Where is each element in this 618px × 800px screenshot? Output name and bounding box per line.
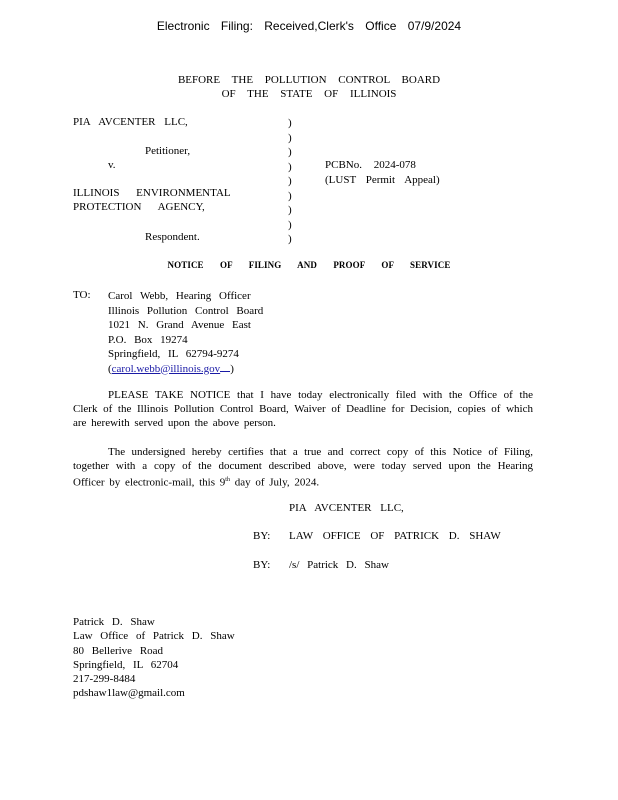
respondent-name-line2: PROTECTION AGENCY,	[73, 201, 205, 213]
board-title	[0, 73, 618, 101]
notice-paragraph-text: PLEASE TAKE NOTICE that I have today electronically filed with the Office of the Clerk of the Illinois Pollution Control Board, Waiver of Deadline for Decision, copies of which are herewith served upon the above person.	[73, 389, 533, 429]
address-line: 1021 N. Grand Avenue East	[108, 319, 251, 331]
address-line: Illinois Pollution Control Board	[108, 304, 264, 317]
board-title-line1: BEFORE THE POLLUTION CONTROL BOARD	[177, 74, 441, 86]
caption-paren: )	[288, 233, 292, 245]
by-label: BY:	[253, 530, 271, 542]
attorney-city: Springfield, IL 62704	[73, 658, 179, 671]
caption-paren: )	[288, 189, 292, 202]
to-label: TO:	[73, 289, 91, 301]
email-line	[108, 362, 263, 377]
address-line: P.O. Box 19274	[108, 333, 188, 346]
day-ordinal: th	[225, 477, 230, 483]
caption-paren: )	[288, 117, 292, 129]
caption-paren: )	[288, 175, 292, 187]
caption-paren: )	[288, 204, 292, 216]
email-close-paren: )	[230, 362, 234, 375]
filing-stamp: Electronic Filing: Received,Clerk's Office 07/9/2024	[156, 19, 462, 33]
notice-heading: NOTICE OF FILING AND PROOF OF SERVICE	[167, 260, 451, 270]
attorney-firm: Law Office of Patrick D. Shaw	[73, 630, 235, 643]
address-line: Springfield, IL 62794-9274	[108, 348, 239, 360]
versus-label: v.	[108, 159, 116, 171]
caption-paren-column	[288, 116, 292, 247]
caption-paren: )	[288, 146, 292, 158]
respondent-role: Respondent.	[145, 231, 200, 243]
attorney-phone: 217-299-8484	[73, 673, 136, 686]
address-line: Carol Webb, Hearing Officer	[108, 290, 251, 302]
caption-paren: )	[288, 131, 292, 144]
caption-paren: )	[288, 160, 292, 173]
signature-party: PIA AVCENTER LLC,	[289, 502, 404, 514]
board-title-line2: OF THE STATE OF ILLINOIS	[221, 88, 397, 100]
by-law-office: LAW OFFICE OF PATRICK D. SHAW	[289, 530, 501, 542]
email-open-paren: (	[108, 362, 112, 375]
respondent-name-line1: ILLINOIS ENVIRONMENTAL	[73, 187, 231, 199]
attorney-email: pdshaw1law@gmail.com	[73, 687, 185, 700]
attorney-street: 80 Bellerive Road	[73, 644, 164, 657]
email-underline-gap	[220, 362, 230, 372]
notice-paragraph	[73, 388, 533, 430]
caption-paren: )	[288, 218, 292, 231]
certification-paragraph	[73, 445, 533, 490]
service-address	[108, 289, 263, 376]
electronic-signature: /s/ Patrick D. Shaw	[289, 559, 389, 571]
attorney-contact	[73, 615, 235, 701]
by-label: BY:	[253, 559, 271, 571]
petitioner-role: Petitioner,	[145, 145, 191, 157]
attorney-name: Patrick D. Shaw	[73, 616, 155, 628]
petitioner-name: PIA AVCENTER LLC,	[73, 116, 188, 128]
case-type: (LUST Permit Appeal)	[325, 174, 440, 186]
case-number: PCBNo. 2024-078	[325, 159, 416, 171]
certification-date: day of July, 2024.	[229, 476, 320, 489]
hearing-officer-email-link[interactable]: carol.webb@illinois.gov	[111, 362, 221, 375]
certification-text: The undersigned hereby certifies that a true and correct copy of this Notice of Filing, together with a copy of the document described above, were today served upon the Hearing Officer by electronic-mail, this 9	[73, 446, 533, 489]
